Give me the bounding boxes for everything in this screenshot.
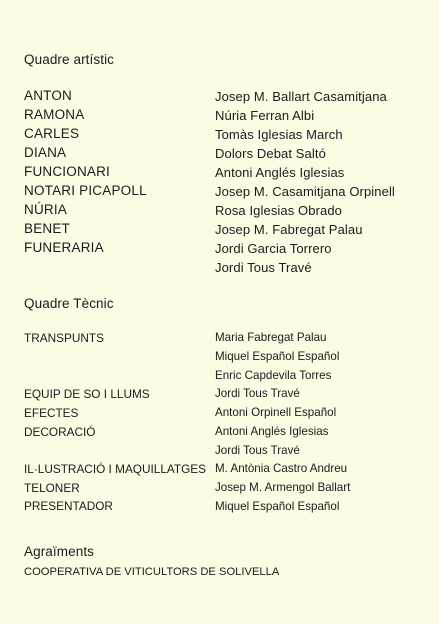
cast-actor: Jordi Garcia Torrero xyxy=(215,241,332,256)
cast-role: BENET xyxy=(24,221,71,236)
crew-member: Miquel Español Español xyxy=(215,350,340,363)
crew-member: Jordi Tous Travé xyxy=(215,444,300,457)
acknowledgements-heading: Agraïments xyxy=(24,544,95,559)
acknowledgements-text: COOPERATIVA DE VITICULTORS DE SOLIVELLA xyxy=(24,566,280,578)
crew-member: Miquel Español Español xyxy=(215,500,340,513)
cast-actor: Josep M. Fabregat Palau xyxy=(215,222,363,237)
crew-role: DECORACIÓ xyxy=(24,425,96,439)
cast-role: RAMONA xyxy=(24,107,85,122)
crew-role: EQUIP DE SO I LLUMS xyxy=(24,387,150,401)
cast-role: DIANA xyxy=(24,145,67,160)
technical-heading: Quadre Tècnic xyxy=(24,296,114,311)
crew-role: EFECTES xyxy=(24,406,79,420)
cast-actor: Dolors Debat Saltó xyxy=(215,146,326,161)
crew-role: TRANSPUNTS xyxy=(24,331,104,345)
cast-role: NÚRIA xyxy=(24,202,68,217)
cast-role: FUNERARIA xyxy=(24,240,104,255)
cast-actor: Rosa Iglesias Obrado xyxy=(215,203,343,218)
crew-member: Jordi Tous Travé xyxy=(215,387,300,400)
cast-role: FUNCIONARI xyxy=(24,164,110,179)
cast-actor: Núria Ferran Albi xyxy=(215,108,315,123)
crew-member: Antoni Orpinell Español xyxy=(215,406,337,419)
cast-actor: Josep M. Ballart Casamitjana xyxy=(215,89,387,104)
cast-actor: Josep M. Casamitjana Orpinell xyxy=(215,184,395,199)
cast-actor: Tomàs Iglesias March xyxy=(215,127,343,142)
crew-member: Antoni Anglés Iglesias xyxy=(215,425,329,438)
artistic-heading: Quadre artístic xyxy=(24,52,115,67)
cast-actor: Jordi Tous Travé xyxy=(215,260,312,275)
crew-member: M. Antònia Castro Andreu xyxy=(215,462,348,475)
crew-role: TELONER xyxy=(24,481,80,495)
cast-role: CARLES xyxy=(24,126,80,141)
crew-role: IL·LUSTRACIÓ I MAQUILLATGES xyxy=(24,462,207,476)
crew-member: Maria Fabregat Palau xyxy=(215,331,327,344)
crew-role: PRESENTADOR xyxy=(24,499,113,513)
cast-actor: Antoni Anglés Iglesias xyxy=(215,165,345,180)
crew-member: Josep M. Armengol Ballart xyxy=(215,481,351,494)
cast-role: ANTON xyxy=(24,88,73,103)
cast-role: NOTARI PICAPOLL xyxy=(24,183,147,198)
crew-member: Enric Capdevila Torres xyxy=(215,369,332,382)
